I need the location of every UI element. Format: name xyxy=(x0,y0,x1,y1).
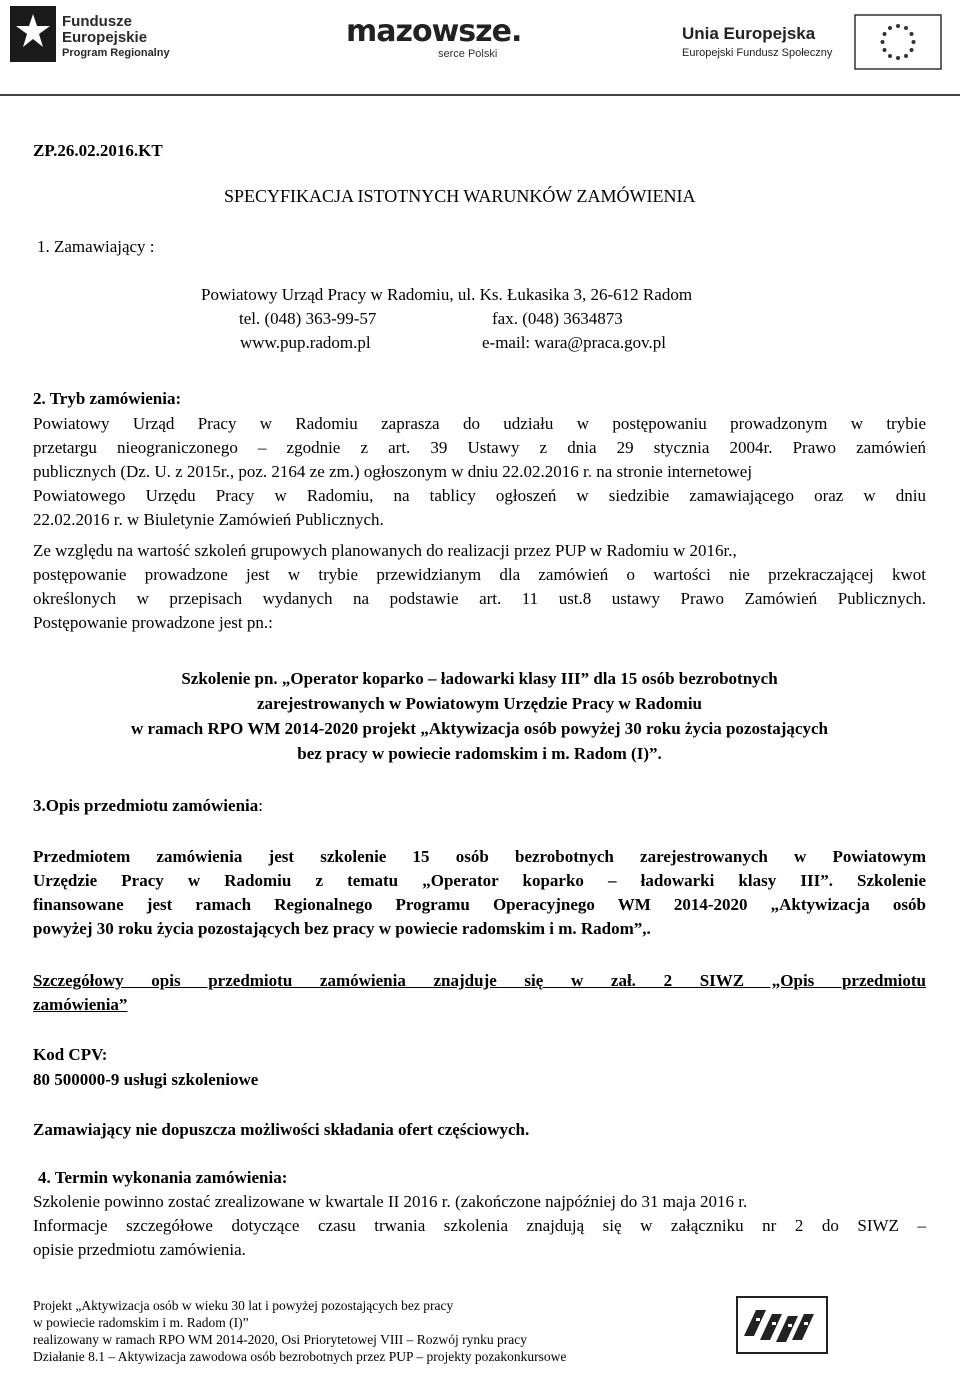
paragraph-line: finansowane jest ramach Regionalnego Programu Operacyjnego WM 2014-2020 „Aktywizacja osób xyxy=(33,895,926,914)
paragraph-line: 22.02.2016 r. w Biuletynie Zamówień Publicznych. xyxy=(33,510,384,529)
reference-number: ZP.26.02.2016.KT xyxy=(33,141,163,160)
line-tail: na stronie internetowej xyxy=(592,462,753,481)
red-dot: . xyxy=(587,462,593,481)
footer-line: Projekt „Aktywizacja osób w wieku 30 lat i powyżej pozostających bez pracy xyxy=(33,1298,454,1313)
fax: fax. (048) 3634873 xyxy=(492,309,623,328)
mazowsze-tagline: serce Polski xyxy=(438,48,498,60)
email: e-mail: wara@praca.gov.pl xyxy=(482,333,666,352)
section-4-heading: 4. Termin wykonania zamówienia: xyxy=(38,1168,288,1187)
paragraph-line: Szczegółowy opis przedmiotu zamówienia znajduje się w zał. 2 SIWZ „Opis przedmiotu xyxy=(33,971,926,990)
fundusze-europejskie-logo xyxy=(10,6,180,66)
eu-logo xyxy=(682,14,942,64)
footer-line: realizowany w ramach RPO WM 2014-2020, Osi Priorytetowej VIII – Rozwój rynku pracy xyxy=(33,1332,528,1347)
paragraph-line: zamówienia” xyxy=(33,995,128,1014)
no-partial-offers: Zamawiający nie dopuszcza możliwości składania ofert częściowych. xyxy=(33,1120,530,1139)
paragraph-line: określonych w przepisach wydanych na podstawie art. 11 ust.8 ustawy Prawo Zamówień Publicznych. xyxy=(33,589,926,608)
document-title: SPECYFIKACJA ISTOTNYCH WARUNKÓW ZAMÓWIENIA xyxy=(224,186,696,206)
paragraph-line: Przedmiotem zamówienia jest szkolenie 15 osób bezrobotnych zarejestrowanych w Powiatowym xyxy=(33,847,926,866)
fe-line2: Europejskie xyxy=(62,29,148,46)
mazowsze-wordmark: mazowsze. xyxy=(346,14,522,49)
paragraph-line: Postępowanie prowadzone jest pn.: xyxy=(33,613,273,632)
paragraph-line: Powiatowego Urzędu Pracy w Radomiu, na tablicy ogłoszeń w siedzibie zamawiającego oraz w dniu xyxy=(33,486,926,505)
section-3-heading-colon: : xyxy=(258,796,263,815)
training-line: bez pracy w powiecie radomskim i m. Radom (I)”. xyxy=(297,744,662,763)
training-line: w ramach RPO WM 2014-2020 projekt „Aktywizacja osób powyżej 30 roku życia pozostających xyxy=(131,719,828,738)
paragraph-line: opisie przedmiotu zamówienia. xyxy=(33,1240,246,1259)
section-4-paragraph xyxy=(33,1190,926,1262)
project-footer xyxy=(33,1297,566,1365)
mazowsze-logo xyxy=(346,14,536,64)
detailed-description-note xyxy=(33,969,926,1017)
eu-subtitle: Europejski Fundusz Społeczny xyxy=(682,47,833,59)
header-rule xyxy=(0,94,960,96)
fe-line3: Program Regionalny xyxy=(62,47,170,59)
cpv-label: Kod CPV: xyxy=(33,1045,108,1064)
address-line: Powiatowy Urząd Pracy w Radomiu, ul. Ks. Łukasika 3, 26-612 Radom xyxy=(201,285,693,304)
training-title xyxy=(33,666,926,766)
website: www.pup.radom.pl xyxy=(240,333,371,352)
phone: tel. (048) 363-99-57 xyxy=(239,309,377,328)
line-text: publicznych (Dz. U. z 2015r., poz. 2164 ze zm.) ogłoszonym w dniu 22.02.2016 r xyxy=(33,462,588,481)
paragraph-line xyxy=(33,460,926,484)
cpv-value: 80 500000-9 usługi szkoleniowe xyxy=(33,1070,259,1089)
training-line: zarejestrowanych w Powiatowym Urzędzie Pracy w Radomiu xyxy=(256,694,703,713)
fe-line1: Fundusze xyxy=(62,13,132,30)
footer-line: Działanie 8.1 – Aktywizacja zawodowa osób bezrobotnych przez PUP – projekty pozakonkursowe xyxy=(33,1349,567,1364)
section-3-paragraph xyxy=(33,845,926,941)
fe-star-icon xyxy=(10,6,56,62)
footer-line: w powiecie radomskim i m. Radom (I)” xyxy=(33,1315,249,1330)
section-3-heading-text: 3.Opis przedmiotu zamówienia xyxy=(33,796,259,815)
eu-title: Unia Europejska xyxy=(682,24,816,43)
project-logo-icon xyxy=(736,1296,828,1354)
section-2-heading: 2. Tryb zamówienia: xyxy=(33,389,182,408)
paragraph-line: Ze względu na wartość szkoleń grupowych planowanych do realizacji przez PUP w Radomiu w 2016r., xyxy=(33,541,737,560)
paragraph-line: postępowanie prowadzone jest w trybie przewidzianym dla zamówień o wartości nie przekraczającej kwot xyxy=(33,565,926,584)
paragraph-line: Szkolenie powinno zostać zrealizowane w kwartale II 2016 r. (zakończone najpóźniej do 31 maja 2016 r. xyxy=(33,1192,748,1211)
training-line: Szkolenie pn. „Operator koparko – ładowarki klasy III” dla 15 osób bezrobotnych xyxy=(181,669,778,688)
eu-flag-icon xyxy=(854,14,942,70)
paragraph-line: przetargu nieograniczonego – zgodnie z art. 39 Ustawy z dnia 29 stycznia 2004r. Prawo zamówień xyxy=(33,438,926,457)
paragraph-line: powyżej 30 roku życia pozostających bez pracy w powiecie radomskim i m. Radom”,. xyxy=(33,919,651,938)
paragraph-line: Powiatowy Urząd Pracy w Radomiu zaprasza do udziału w postępowaniu prowadzonym w trybie xyxy=(33,414,926,433)
section-2-paragraph xyxy=(33,412,926,532)
section-3-heading xyxy=(33,794,263,818)
paragraph-line: Informacje szczegółowe dotyczące czasu trwania szkolenia znajdują się w załączniku nr 2 do SIWZ – xyxy=(33,1216,926,1235)
section-1-heading: 1. Zamawiający : xyxy=(37,237,155,256)
paragraph-line: Urzędzie Pracy w Radomiu z tematu „Operator koparko – ładowarki klasy III”. Szkolenie xyxy=(33,871,926,890)
section-2-paragraph-2 xyxy=(33,539,926,635)
